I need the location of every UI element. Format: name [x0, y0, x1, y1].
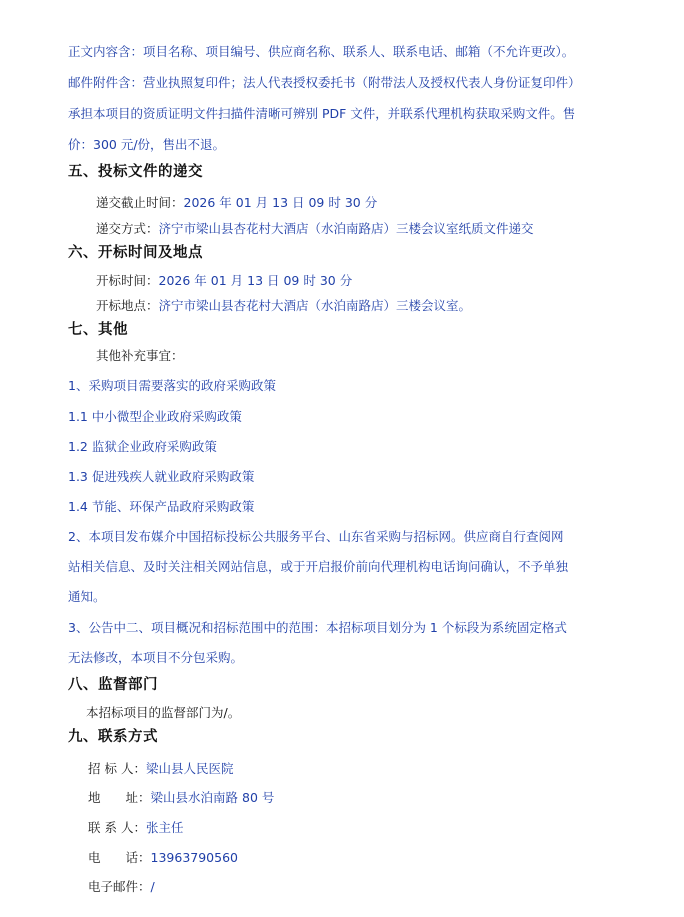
contact-label: 地 址： — [88, 790, 151, 805]
contact-value: 梁山县人民医院 — [145, 761, 234, 776]
opening-place-label: 开标地点： — [96, 298, 159, 313]
submit-deadline-row — [96, 195, 377, 211]
section-8-heading: 八、监督部门 — [68, 677, 158, 693]
policy-item-1: 1、采购项目需要落实的政府采购政策 — [68, 378, 276, 393]
opening-time-value: 2026 年 01 月 13 日 09 时 30 分 — [158, 273, 353, 288]
contact-row-address — [88, 790, 274, 806]
opening-place-value: 济宁市梁山县杏花村大酒店（水泊南路店）三楼会议室。 — [158, 298, 472, 313]
contact-value: / — [150, 879, 155, 894]
opening-time-row — [96, 273, 352, 289]
section-6-heading: 六、开标时间及地点 — [68, 245, 203, 261]
contact-row-email — [88, 879, 155, 895]
submit-deadline-value: 2026 年 01 月 13 日 09 时 30 分 — [183, 195, 378, 210]
contact-label: 招 标 人： — [88, 761, 146, 776]
intro-line-3: 承担本项目的资质证明文件扫描件清晰可辨别 PDF 文件，并联系代理机构获取采购文件。售 — [68, 106, 576, 121]
section-9-heading: 九、联系方式 — [68, 729, 158, 745]
submit-method-value: 济宁市梁山县杏花村大酒店（水泊南路店）三楼会议室纸质文件递交 — [158, 221, 534, 236]
notice-item-3-line-2: 无法修改，本项目不分包采购。 — [68, 650, 244, 665]
notice-item-2-line-2: 站相关信息、及时关注相关网站信息，或于开启报价前向代理机构电话询问确认，不予单独 — [68, 559, 569, 574]
contact-value: 张主任 — [145, 820, 184, 835]
opening-time-label: 开标时间： — [96, 273, 159, 288]
notice-item-2-line-1: 2、本项目发布媒介中国招标投标公共服务平台、山东省采购与招标网。供应商自行查阅网 — [68, 529, 564, 544]
supervision-text: 本招标项目的监督部门为/。 — [86, 705, 241, 720]
submit-method-label: 递交方式： — [96, 221, 159, 236]
contact-value: 13963790560 — [150, 850, 238, 865]
section-5-heading: 五、投标文件的递交 — [68, 164, 203, 180]
contact-label: 联 系 人： — [88, 820, 146, 835]
contact-row-tenderer — [88, 761, 233, 777]
contact-row-phone — [88, 850, 238, 866]
opening-place-row — [96, 298, 471, 314]
policy-item-1-4: 1.4 节能、环保产品政府采购政策 — [68, 499, 255, 514]
policy-item-1-3: 1.3 促进残疾人就业政府采购政策 — [68, 469, 255, 484]
submit-method-row — [96, 221, 534, 237]
contact-label: 电子邮件： — [88, 879, 151, 894]
intro-line-1: 正文内容含：项目名称、项目编号、供应商名称、联系人、联系电话、邮箱（不允许更改）。 — [68, 44, 575, 59]
notice-item-3-line-1: 3、公告中二、项目概况和招标范围中的范围：本招标项目划分为 1 个标段为系统固定格式 — [68, 620, 567, 635]
submit-deadline-label: 递交截止时间： — [96, 195, 184, 210]
contact-row-person — [88, 820, 183, 836]
notice-item-2-line-3: 通知。 — [68, 589, 106, 604]
section-7-heading: 七、其他 — [68, 322, 128, 338]
policy-item-1-2: 1.2 监狱企业政府采购政策 — [68, 439, 217, 454]
contact-value: 梁山县水泊南路 80 号 — [150, 790, 275, 805]
section-7-subtitle: 其他补充事宜： — [96, 348, 184, 363]
contact-label: 电 话： — [88, 850, 151, 865]
intro-line-4: 价：300 元/份，售出不退。 — [68, 137, 226, 152]
intro-line-2: 邮件附件含：营业执照复印件；法人代表授权委托书（附带法人及授权代表人身份证复印件） — [68, 75, 581, 90]
policy-item-1-1: 1.1 中小微型企业政府采购政策 — [68, 409, 242, 424]
